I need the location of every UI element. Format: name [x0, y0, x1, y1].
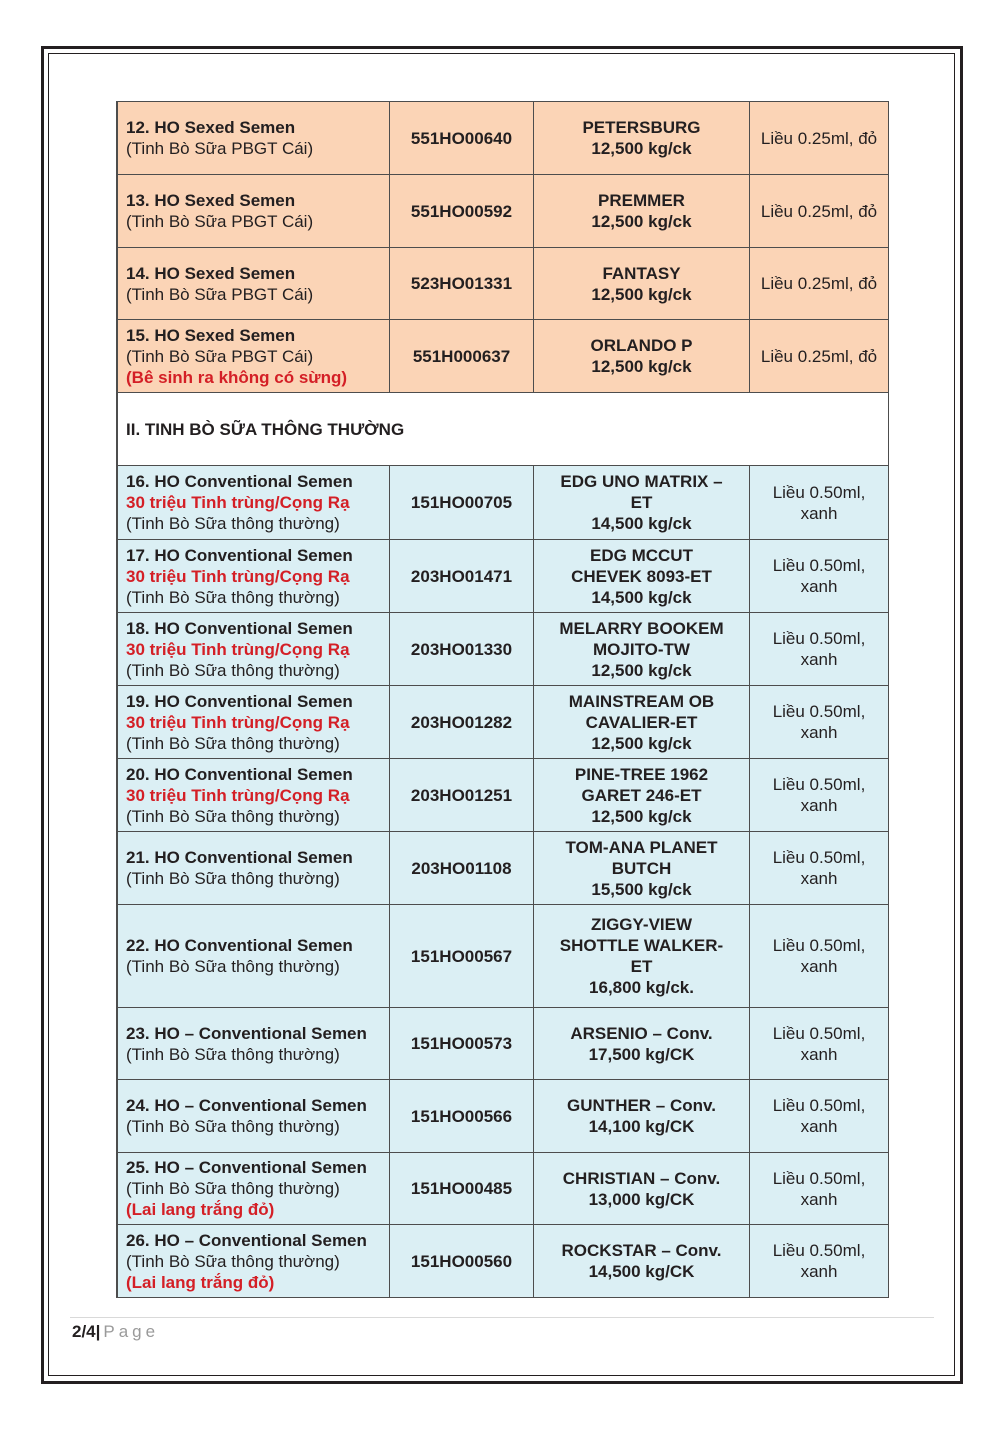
product-line: (Tinh Bò Sữa PBGT Cái) — [126, 139, 314, 158]
code-cell — [390, 1225, 534, 1298]
bull-code: 151HO00485 — [410, 1179, 513, 1198]
code-cell — [390, 613, 534, 686]
product-line: 30 triệu Tinh trùng/Cọng Rạ — [126, 493, 350, 512]
table-row — [117, 832, 889, 905]
product-line: 30 triệu Tinh trùng/Cọng Rạ — [126, 785, 350, 805]
product-line: (Tinh Bò Sữa thông thường) — [126, 514, 340, 533]
product-line: 30 triệu Tinh trùng/Cọng Rạ — [126, 639, 350, 659]
table-row — [117, 1080, 889, 1153]
product-cell — [117, 540, 390, 613]
code-cell — [390, 759, 534, 832]
dose-cell — [750, 613, 889, 686]
product-line: (Lai lang trắng đỏ) — [126, 1200, 275, 1219]
product-line: (Tinh Bò Sữa thông thường) — [126, 587, 340, 607]
bull-line: BUTCH — [611, 858, 672, 878]
dose-line: Liều 0.50ml, — [772, 848, 866, 867]
bull-code: 151HO00567 — [410, 946, 513, 966]
dose-line: xanh — [800, 1189, 838, 1209]
bull-cell — [534, 466, 750, 540]
product-cell — [117, 613, 390, 686]
product-cell — [117, 832, 390, 905]
dose-cell — [750, 1080, 889, 1153]
bull-line: MAINSTREAM OB — [568, 691, 715, 711]
bull-code: 151HO00566 — [410, 1106, 513, 1126]
table-row — [117, 613, 889, 686]
bull-line: FANTASY — [602, 263, 681, 283]
dose-line: xanh — [800, 1262, 838, 1281]
bull-cell — [534, 320, 750, 393]
bull-line: 15,500 kg/ck — [591, 879, 692, 899]
page-label: Page — [103, 1322, 160, 1341]
code-cell — [390, 686, 534, 759]
bull-line: 12,500 kg/ck — [591, 733, 692, 753]
product-line: (Lai lang trắng đỏ) — [126, 1272, 275, 1292]
product-line: 23. HO – Conventional Semen — [126, 1023, 367, 1043]
product-cell — [117, 905, 390, 1008]
table-row — [117, 540, 889, 613]
bull-cell — [534, 175, 750, 248]
dose-line: Liều 0.50ml, — [772, 1168, 866, 1188]
dose-line: Liều 0.25ml, đỏ — [760, 201, 878, 221]
product-line: 13. HO Sexed Semen — [126, 191, 296, 210]
bull-line: 14,100 kg/CK — [588, 1117, 695, 1136]
dose-line: Liều 0.50ml, — [772, 1096, 866, 1115]
bull-line: 13,000 kg/CK — [588, 1189, 695, 1209]
section-title: II. TINH BÒ SỮA THÔNG THƯỜNG — [117, 393, 889, 466]
semen-price-table — [116, 101, 889, 1298]
dose-cell — [750, 832, 889, 905]
dose-line: Liều 0.50ml, — [772, 629, 866, 648]
dose-cell — [750, 905, 889, 1008]
bull-line: TOM-ANA PLANET — [565, 837, 718, 857]
bull-code: 203HO01330 — [410, 639, 513, 659]
bull-line: 12,500 kg/ck — [591, 660, 692, 680]
dose-line: xanh — [800, 796, 838, 815]
dose-line: xanh — [800, 723, 838, 742]
bull-cell — [534, 1080, 750, 1153]
product-line: 15. HO Sexed Semen — [126, 325, 296, 345]
product-cell — [117, 759, 390, 832]
code-cell — [390, 1153, 534, 1225]
bull-code: 151HO00573 — [410, 1034, 513, 1053]
dose-line: Liều 0.50ml, — [772, 482, 866, 502]
bull-line: GUNTHER – Conv. — [567, 1096, 716, 1115]
code-cell — [390, 832, 534, 905]
product-line: (Tinh Bò Sữa thông thường) — [126, 1251, 340, 1271]
product-cell — [117, 248, 390, 320]
dose-cell — [750, 1008, 889, 1080]
dose-line: Liều 0.50ml, — [772, 702, 866, 721]
bull-line: 12,500 kg/ck — [591, 139, 692, 158]
dose-cell — [750, 686, 889, 759]
product-line: (Tinh Bò Sữa PBGT Cái) — [126, 346, 314, 366]
bull-line: ET — [630, 493, 653, 512]
product-line: 25. HO – Conventional Semen — [126, 1158, 367, 1177]
bull-line: PREMMER — [598, 191, 685, 210]
product-line: 20. HO Conventional Semen — [126, 764, 353, 784]
dose-line: Liều 0.25ml, đỏ — [760, 274, 878, 293]
table-row — [117, 686, 889, 759]
bull-line: 12,500 kg/ck — [591, 357, 692, 376]
dose-line: xanh — [800, 577, 838, 596]
product-line: (Tinh Bò Sữa thông thường) — [126, 733, 340, 753]
dose-line: xanh — [800, 1044, 838, 1064]
bull-code: 151HO00560 — [410, 1251, 513, 1271]
product-line: 21. HO Conventional Semen — [126, 848, 353, 867]
bull-line: 12,500 kg/ck — [591, 212, 692, 231]
bull-cell — [534, 832, 750, 905]
product-line: (Tinh Bò Sữa thông thường) — [126, 1117, 340, 1136]
bull-cell — [534, 540, 750, 613]
section-header-row — [117, 393, 889, 466]
product-line: 24. HO – Conventional Semen — [126, 1096, 367, 1115]
code-cell — [390, 540, 534, 613]
bull-line: 14,500 kg/ck — [591, 587, 692, 607]
bull-code: 551HO00640 — [410, 128, 513, 148]
dose-line: xanh — [800, 957, 838, 976]
dose-cell — [750, 1153, 889, 1225]
product-line: 22. HO Conventional Semen — [126, 936, 353, 955]
code-cell — [390, 1008, 534, 1080]
product-line: 30 triệu Tinh trùng/Cọng Rạ — [126, 712, 350, 732]
dose-cell — [750, 320, 889, 393]
bull-code: 203HO01251 — [410, 785, 513, 805]
bull-cell — [534, 1225, 750, 1298]
bull-code: 551HO00592 — [410, 201, 513, 221]
bull-cell — [534, 1153, 750, 1225]
dose-line: Liều 0.50ml, — [772, 936, 866, 955]
bull-line: CAVALIER-ET — [585, 712, 698, 732]
product-cell — [117, 320, 390, 393]
bull-cell — [534, 905, 750, 1008]
product-cell — [117, 466, 390, 540]
product-line: (Bê sinh ra không có sừng) — [126, 367, 348, 387]
dose-cell — [750, 466, 889, 540]
dose-cell — [750, 102, 889, 175]
dose-line: Liều 0.50ml, — [772, 775, 866, 794]
bull-line: EDG MCCUT — [590, 545, 693, 565]
product-line: (Tinh Bò Sữa thông thường) — [126, 1179, 340, 1198]
page-footer — [72, 1322, 159, 1342]
product-cell — [117, 1008, 390, 1080]
bull-line: EDG UNO MATRIX – — [560, 472, 723, 491]
product-line: 30 triệu Tinh trùng/Cọng Rạ — [126, 566, 350, 586]
product-cell — [117, 686, 390, 759]
bull-line: CHEVEK 8093-ET — [571, 566, 712, 586]
table-row — [117, 320, 889, 393]
table-row — [117, 905, 889, 1008]
code-cell — [390, 102, 534, 175]
table-row — [117, 1225, 889, 1298]
product-line: 18. HO Conventional Semen — [126, 618, 353, 638]
bull-line: ROCKSTAR – Conv. — [561, 1241, 722, 1260]
dose-cell — [750, 248, 889, 320]
bull-line: 12,500 kg/ck — [591, 806, 692, 826]
table-row — [117, 1008, 889, 1080]
dose-cell — [750, 759, 889, 832]
bull-code: 203HO01282 — [410, 712, 513, 732]
dose-line: Liều 0.50ml, — [772, 1023, 866, 1043]
bull-cell — [534, 686, 750, 759]
dose-line: Liều 0.50ml, — [772, 1241, 866, 1260]
product-cell — [117, 1225, 390, 1298]
product-line: (Tinh Bò Sữa PBGT Cái) — [126, 284, 314, 304]
product-line: 16. HO Conventional Semen — [126, 472, 353, 491]
code-cell — [390, 320, 534, 393]
bull-code: 551H000637 — [412, 346, 511, 366]
bull-line: PINE-TREE 1962 — [574, 764, 709, 784]
product-line: (Tinh Bò Sữa thông thường) — [126, 869, 340, 888]
bull-line: CHRISTIAN – Conv. — [562, 1168, 721, 1188]
code-cell — [390, 175, 534, 248]
dose-line: xanh — [800, 869, 838, 888]
bull-cell — [534, 102, 750, 175]
dose-line: Liều 0.25ml, đỏ — [760, 128, 878, 148]
product-line: 12. HO Sexed Semen — [126, 118, 296, 137]
code-cell — [390, 1080, 534, 1153]
table-row — [117, 175, 889, 248]
dose-line: xanh — [800, 650, 838, 669]
page-number: 2/4| — [72, 1322, 101, 1341]
bull-line: ZIGGY-VIEW — [590, 915, 693, 934]
dose-cell — [750, 1225, 889, 1298]
bull-line: ORLANDO P — [590, 336, 693, 355]
product-cell — [117, 1080, 390, 1153]
table-row — [117, 248, 889, 320]
table-row — [117, 1153, 889, 1225]
bull-line: SHOTTLE WALKER- — [559, 936, 724, 955]
bull-line: 14,500 kg/ck — [591, 514, 692, 533]
bull-cell — [534, 613, 750, 686]
bull-line: 17,500 kg/CK — [588, 1044, 695, 1064]
table-row — [117, 759, 889, 832]
product-line: 14. HO Sexed Semen — [126, 263, 296, 283]
bull-cell — [534, 759, 750, 832]
product-line: 17. HO Conventional Semen — [126, 545, 353, 565]
product-line: (Tinh Bò Sữa thông thường) — [126, 1044, 340, 1064]
bull-code: 523HO01331 — [410, 274, 513, 293]
product-line: (Tinh Bò Sữa PBGT Cái) — [126, 212, 314, 231]
bull-line: PETERSBURG — [582, 118, 701, 137]
product-line: (Tinh Bò Sữa thông thường) — [126, 660, 340, 680]
dose-cell — [750, 175, 889, 248]
dose-line: xanh — [800, 503, 838, 523]
product-line: (Tinh Bò Sữa thông thường) — [126, 957, 340, 976]
bull-cell — [534, 248, 750, 320]
product-cell — [117, 1153, 390, 1225]
code-cell — [390, 248, 534, 320]
bull-code: 203HO01471 — [410, 566, 513, 586]
bull-line: MOJITO-TW — [593, 639, 690, 659]
bull-line: GARET 246-ET — [581, 785, 702, 805]
footer-divider — [70, 1317, 934, 1318]
dose-line: Liều 0.25ml, đỏ — [760, 346, 878, 366]
bull-line: 16,800 kg/ck. — [589, 978, 694, 997]
product-line: (Tinh Bò Sữa thông thường) — [126, 806, 340, 826]
bull-cell — [534, 1008, 750, 1080]
product-cell — [117, 175, 390, 248]
bull-line: ARSENIO – Conv. — [570, 1023, 713, 1043]
table-row — [117, 102, 889, 175]
bull-line: MELARRY BOOKEM — [559, 618, 724, 638]
product-line: 26. HO – Conventional Semen — [126, 1230, 367, 1250]
table-row — [117, 466, 889, 540]
bull-line: 14,500 kg/CK — [588, 1262, 695, 1281]
dose-line: xanh — [800, 1117, 838, 1136]
product-line: 19. HO Conventional Semen — [126, 691, 353, 711]
dose-cell — [750, 540, 889, 613]
dose-line: Liều 0.50ml, — [772, 556, 866, 575]
code-cell — [390, 905, 534, 1008]
bull-code: 203HO01108 — [411, 858, 512, 878]
bull-code: 151HO00705 — [410, 493, 513, 512]
bull-line: ET — [630, 957, 653, 976]
bull-line: 12,500 kg/ck — [591, 284, 692, 304]
code-cell — [390, 466, 534, 540]
product-cell — [117, 102, 390, 175]
